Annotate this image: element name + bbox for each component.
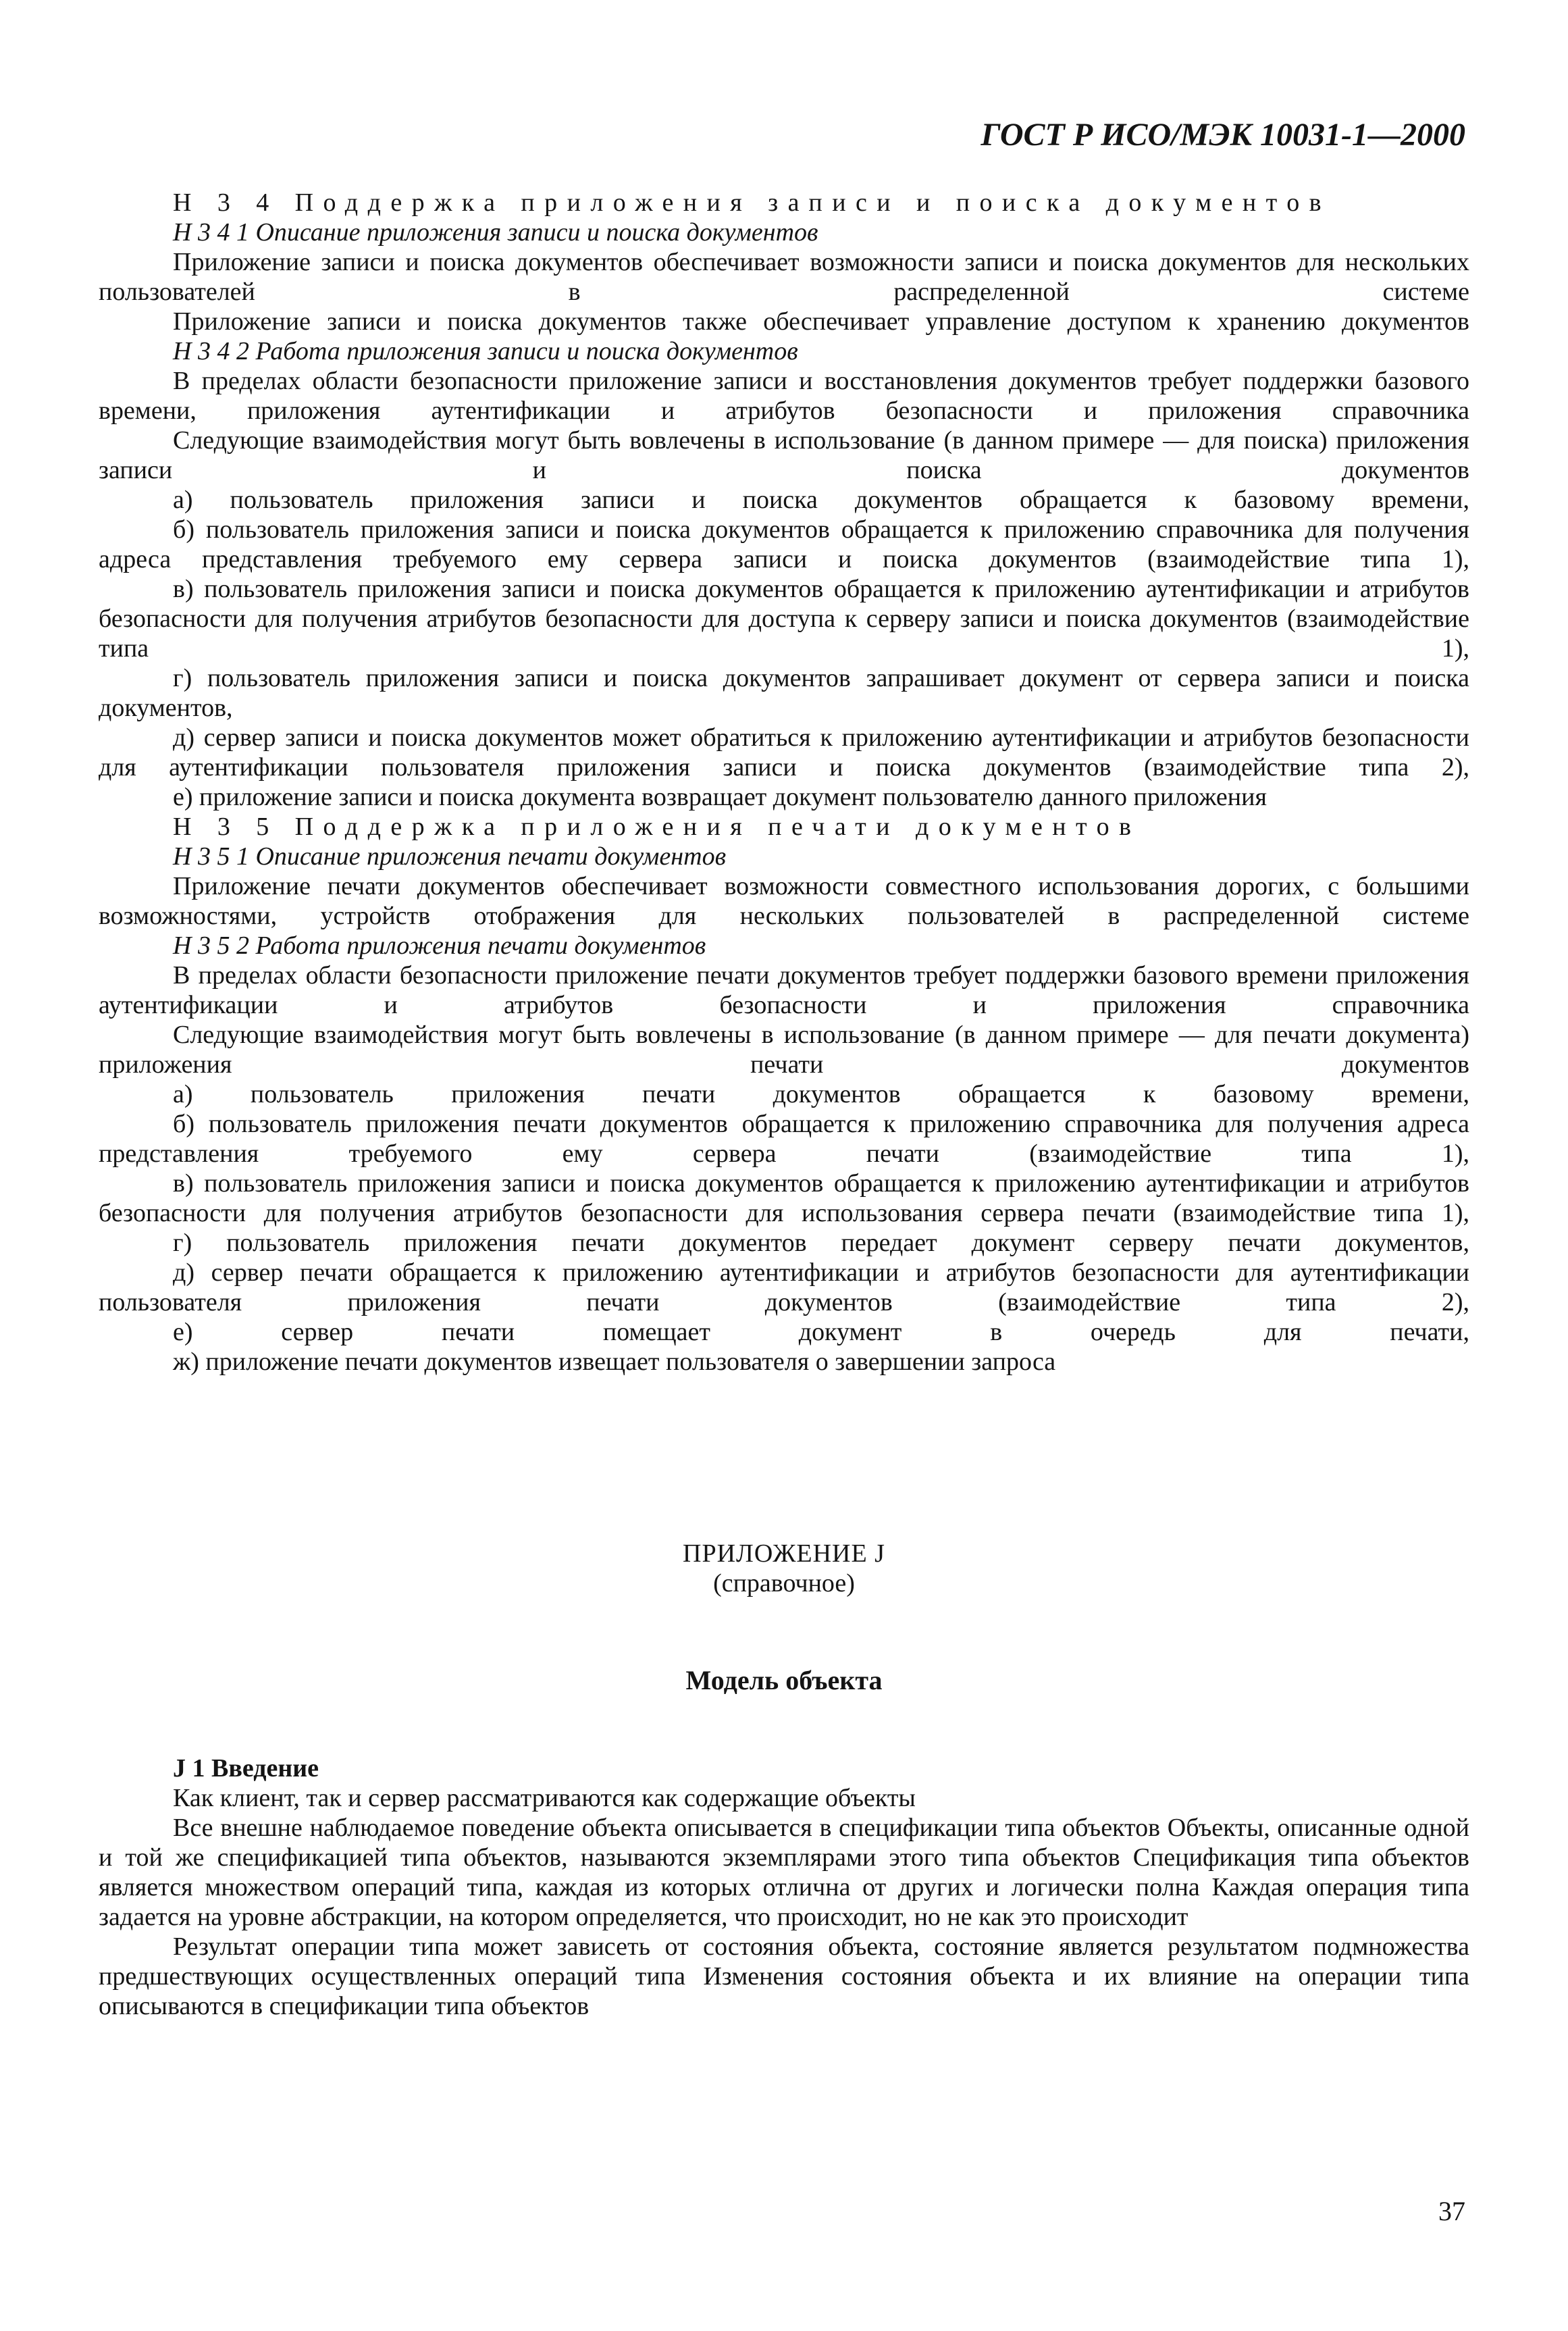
list-item: б) пользователь приложения печати документов обращается к приложению справочника для получения адреса представления требуемого ему сервера печати (взаимодействие типа 1), (99, 1110, 1469, 1168)
appendix-subtitle: (справочное) (713, 1569, 855, 1597)
list-item: г) пользователь приложения записи и поиска документов запрашивает документ от сервера записи и поиска документов, (99, 664, 1469, 722)
list-item: г) пользователь приложения печати документов передает документ серверу печати документов, (173, 1229, 1469, 1257)
list-item: в) пользователь приложения записи и поиска документов обращается к приложению аутентификации и атрибутов безопасности для получения атрибутов безопасности для доступа к серверу записи и поиска документов (взаимодействие типа 1), (99, 575, 1469, 663)
list-item: б) пользователь приложения записи и поиска документов обращается к приложению справочника для получения адреса представления требуемого ему сервера записи и поиска документов (взаимодействие типа 1), (99, 515, 1469, 573)
section-h351-heading: Н 3 5 1 Описание приложения печати документов (173, 842, 727, 871)
list-item: е) сервер печати помещает документ в очередь для печати, (173, 1318, 1469, 1346)
model-title: Модель объекта (685, 1665, 883, 1695)
paragraph: Как клиент, так и сервер рассматриваются как содержащие объекты (173, 1784, 916, 1812)
paragraph: В пределах области безопасности приложение печати документов требует поддержки базового времени приложения аутентификации и атрибутов безопасности и приложения справочника (99, 961, 1469, 1019)
section-h35-heading: Н 3 5 Поддержка приложения печати документов (173, 813, 1141, 841)
list-item: а) пользователь приложения записи и поиска документов обращается к базовому времени, (173, 486, 1469, 514)
list-item: ж) приложение печати документов извещает пользователя о завершении запроса (173, 1348, 1056, 1376)
section-h341-heading: Н 3 4 1 Описание приложения записи и поиска документов (173, 218, 818, 247)
paragraph: В пределах области безопасности приложение записи и восстановления документов требует поддержки базового времени, приложения аутентификации и атрибутов безопасности и приложения справочника (99, 367, 1469, 425)
page-header-standard-title: ГОСТ Р ИСО/МЭК 10031-1—2000 (981, 117, 1465, 153)
paragraph: Следующие взаимодействия могут быть вовлечены в использование (в данном примере — для поиска) приложения записи и поиска документов (99, 426, 1469, 484)
section-h34-heading: Н 3 4 Поддержка приложения записи и поиска документов (173, 188, 1332, 217)
list-item: д) сервер печати обращается к приложению аутентификации и атрибутов безопасности для аутентификации пользователя приложения печати документов (взаимодействие типа 2), (99, 1258, 1469, 1316)
appendix-title: ПРИЛОЖЕНИЕ J (683, 1539, 885, 1568)
list-item: в) пользователь приложения записи и поиска документов обращается к приложению аутентификации и атрибутов безопасности для получения атрибутов безопасности для использования сервера печати (взаимодействие типа 1), (99, 1169, 1469, 1227)
paragraph: Следующие взаимодействия могут быть вовлечены в использование (в данном примере — для печати документа) приложения печати документов (99, 1021, 1469, 1079)
list-item: а) пользователь приложения печати документов обращается к базовому времени, (173, 1080, 1469, 1108)
section-h352-heading: Н 3 5 2 Работа приложения печати документов (173, 931, 706, 960)
list-item: д) сервер записи и поиска документов может обратиться к приложению аутентификации и атрибутов безопасности для аутентификации пользователя приложения записи и поиска документов (взаимодействие типа 2), (99, 723, 1469, 782)
section-h342-heading: Н 3 4 2 Работа приложения записи и поиска документов (173, 337, 798, 365)
paragraph: Результат операции типа может зависеть от состояния объекта, состояние является результатом подмножества предшествующих осуществленных операций типа Изменения состояния объекта и их влияние на операции типа описываются в спецификации типа объектов (99, 1932, 1469, 2020)
paragraph: Все внешне наблюдаемое поведение объекта описывается в спецификации типа объектов Объекты, описанные одной и той же спецификацией типа объектов, называются экземплярами этого типа объектов Спецификация типа объектов является множеством операций типа, каждая из которых отлична от других и логически полна Каждая операция типа задается на уровне абстракции, на котором определяется, что происходит, но не как это происходит (99, 1814, 1469, 1931)
paragraph: Приложение записи и поиска документов также обеспечивает управление доступом к хранению документов (173, 307, 1469, 336)
list-item: е) приложение записи и поиска документа возвращает документ пользователю данного приложения (173, 783, 1267, 811)
paragraph: Приложение печати документов обеспечивает возможности совместного использования дорогих, с большими возможностями, устройств отображения для нескольких пользователей в распределенной системе (99, 872, 1469, 930)
document-body (99, 188, 1469, 2021)
paragraph: Приложение записи и поиска документов обеспечивает возможности записи и поиска документов для нескольких пользователей в распределенной системе (99, 248, 1469, 306)
page-number: 37 (1438, 2196, 1465, 2226)
section-j1-heading: J 1 Введение (173, 1754, 319, 1783)
